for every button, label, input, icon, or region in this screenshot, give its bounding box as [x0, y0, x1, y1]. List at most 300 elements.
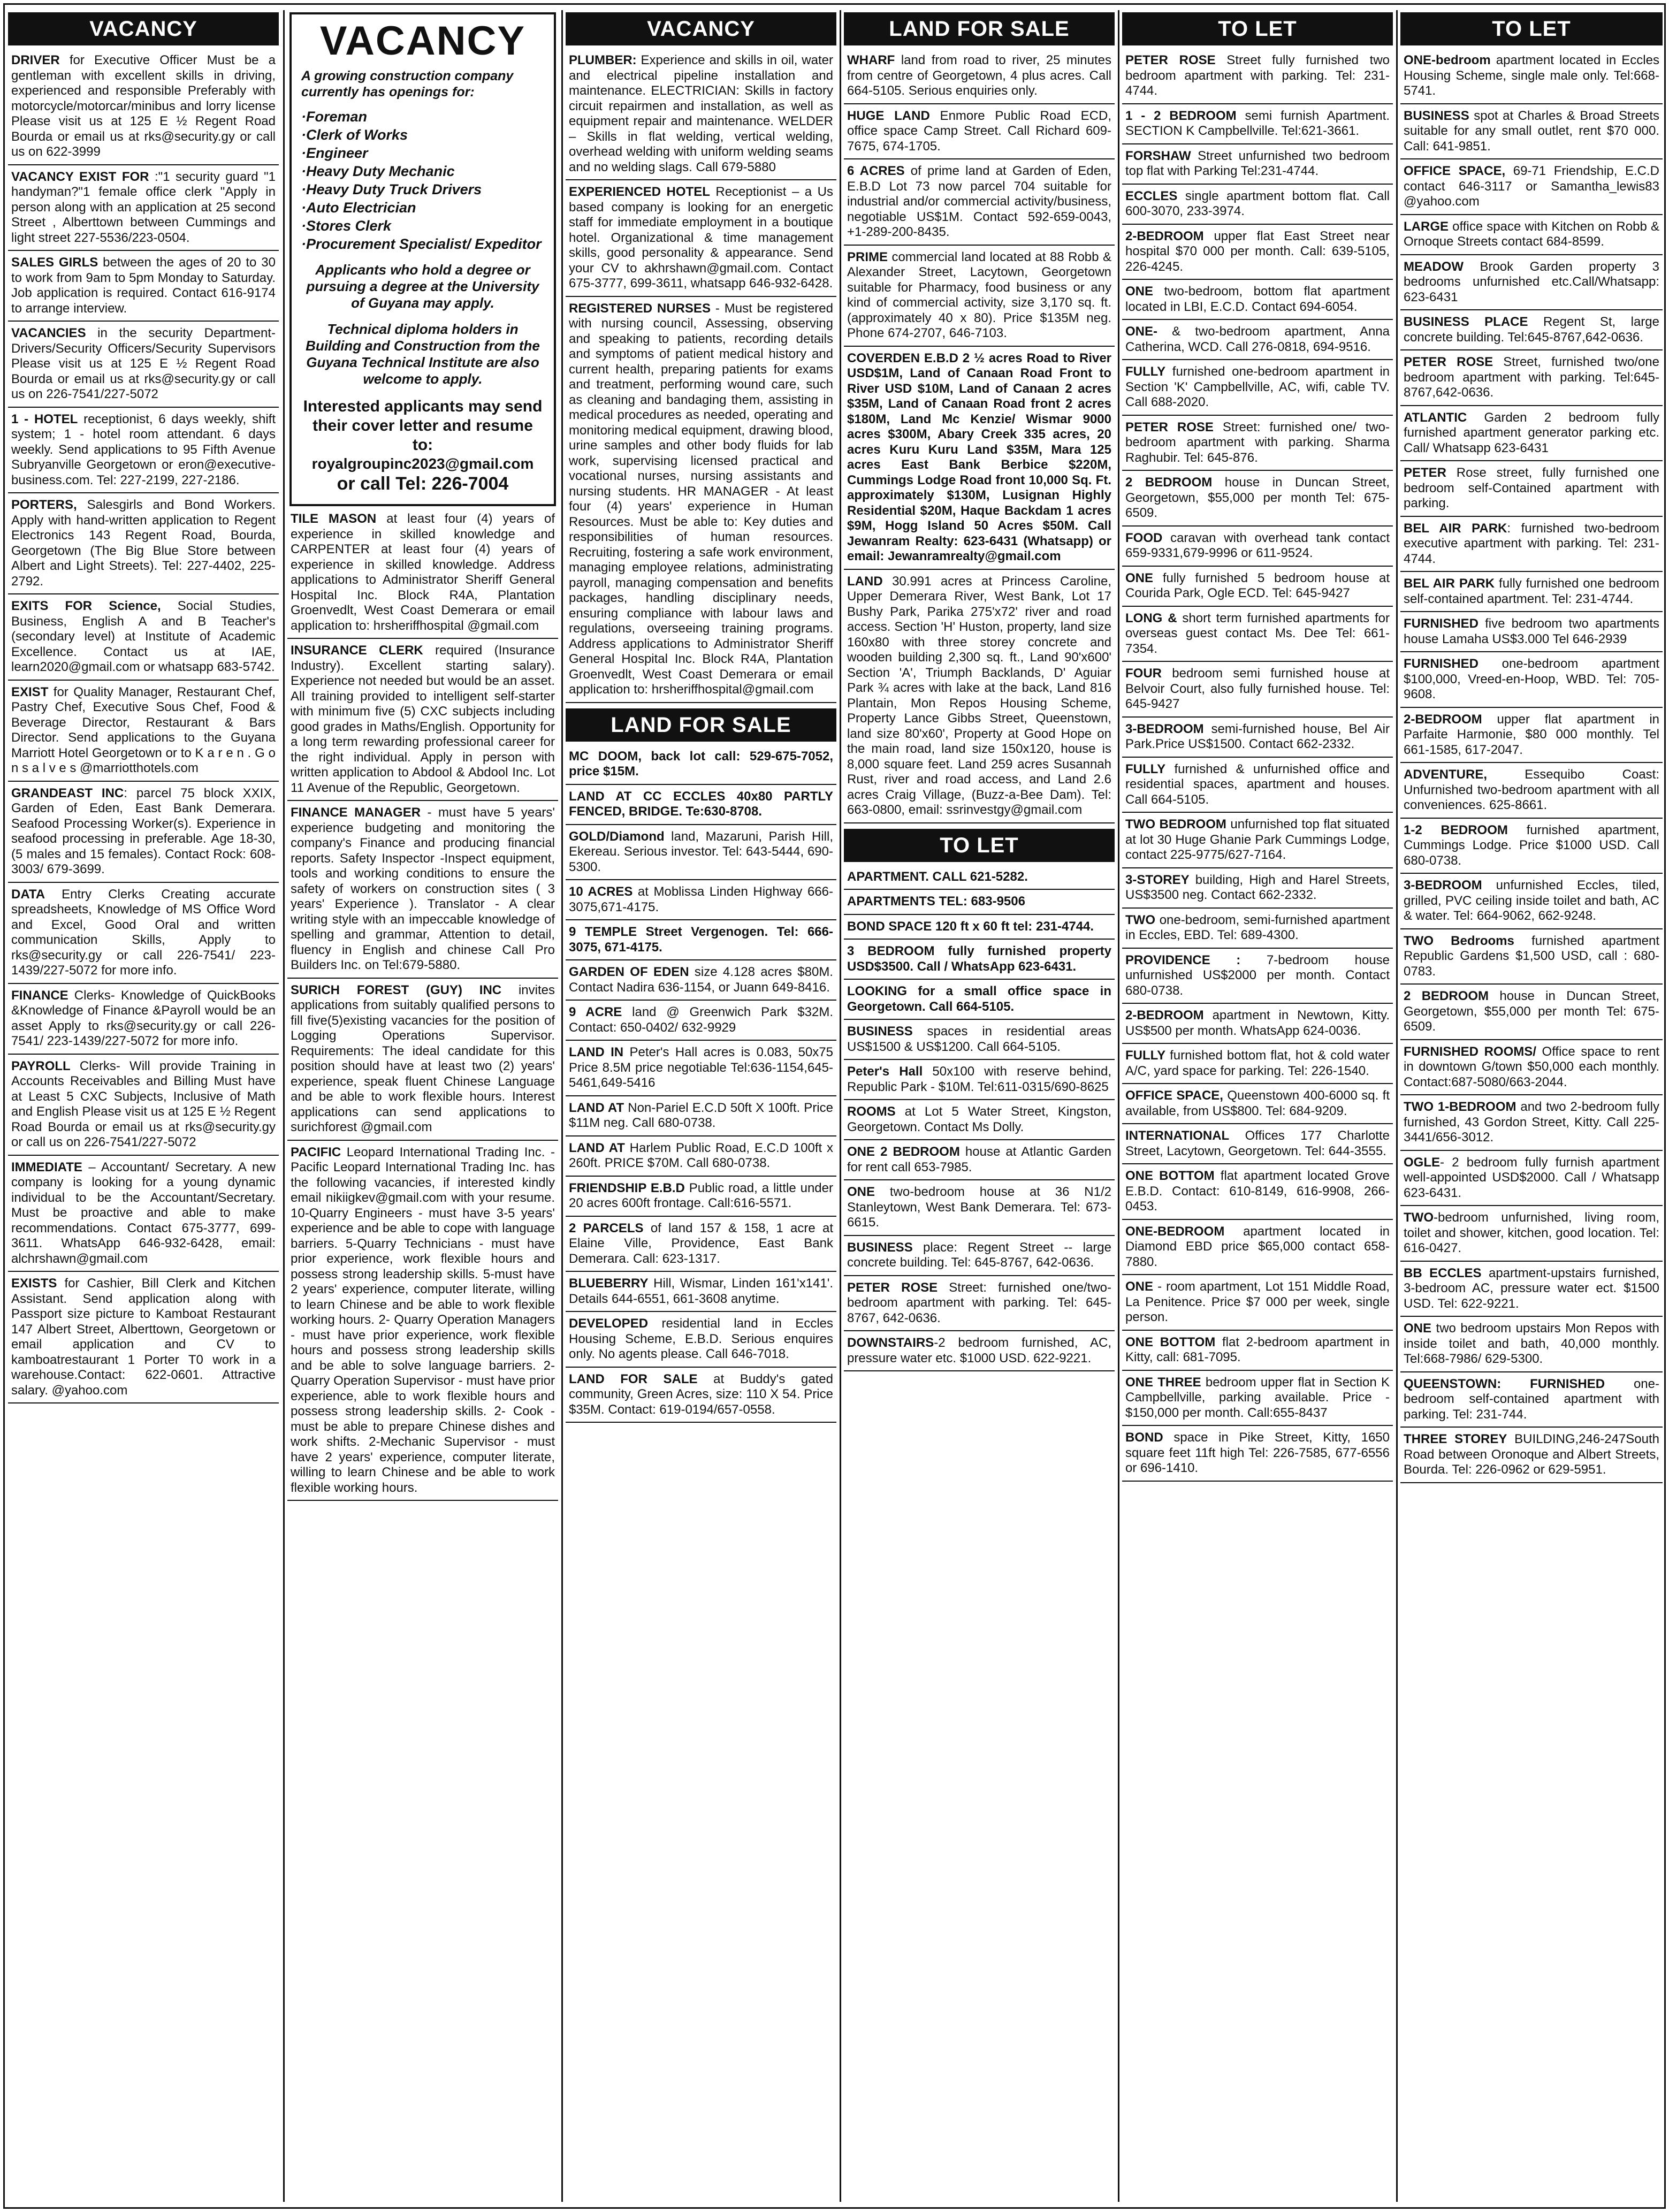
classified-ad	[1400, 616, 1663, 652]
ad-body: - must have 5 years' experience budgeting and monitoring the company's Finance and producing financial reports. Safety Inspector -Inspect equipment, tools and working conditions to ensure the safety of workers on construction sites ( 3 years' Experience ). Translator - A clear writing style with an impeccable knowledge of spelling and grammar, Attention to detail, fluency in English and chinese Call Pro Builders Inc. on Tel:679-5880.	[291, 805, 555, 972]
classified-ad	[1400, 355, 1663, 406]
ad-lead: ONE BOTTOM	[1125, 1334, 1216, 1349]
box-apply: Interested applicants may send their cover letter and resume to:	[303, 398, 543, 454]
section-header: TO LET	[1122, 12, 1393, 45]
ad-body: office space with Kitchen on Robb & Ornoque Streets contact 684-8599.	[1404, 219, 1659, 249]
classified-ad	[844, 1024, 1115, 1060]
ad-lead: BB ECCLES	[1404, 1265, 1482, 1280]
ad-body: Experience and skills in oil, water and electrical pipeline installation and maintenance. ELECTRICIAN: Skills in factory circuit repairmen and installation, as well as equipment repair and maintenance. WELDER – Skills in flat welding, vertical welding, overhead welding with uniform welding seams and no welding slags. Call 679-5880	[569, 53, 833, 174]
classified-ad	[287, 983, 558, 1141]
classified-ad	[1122, 1224, 1393, 1276]
ad-body: commercial land located at 88 Robb & Alexander Street, Lacytown, Georgetown suitable for Pharmacy, food business or any kind of commercial activity, size 3,170 sq. ft. (approximately 40 x 80). Price $135M neg. Phone 674-2707, 646-7103.	[847, 249, 1111, 340]
ad-body: two-bedroom house at 36 N1/2 Stanleytown, West Bank Demerara. Tel: 673-6615.	[847, 1185, 1111, 1230]
classified-ad	[1400, 1044, 1663, 1096]
ad-body: invites applications from suitably qualified persons to fill five(5)existing vacancies for the position of Logging Operations Supervisor. Requirements: The ideal candidate for this position should have at least two (2) years' experience, speak fluent Chinese Language and be able to work flexible hours. Interest applications can send applications to surichforest @gmail.com	[291, 982, 555, 1134]
ad-list	[1400, 53, 1663, 1483]
ad-body: furnished apartment, Cummings Lodge. Price $1000 USD. Call 680-0738.	[1404, 822, 1659, 868]
ad-lead: LAND AT CC ECCLES 40x80 PARTLY FENCED, BRIDGE. Te:630-8708.	[569, 789, 833, 819]
ad-lead: 3 BEDROOM fully furnished property USD$3500. Call / WhatsApp 623-6431.	[847, 944, 1111, 974]
ad-body: apartment in Newtown, Kitty. US$500 per month. WhatsApp 624-0036.	[1125, 1008, 1390, 1038]
ad-body: one-bedroom, semi-furnished apartment in Eccles, EBD. Tel: 689-4300.	[1125, 912, 1390, 942]
ad-body: land, Mazaruni, Parish Hill, Ekereau. Serious investor. Tel: 643-5444, 690-5300.	[569, 829, 833, 874]
classified-ad	[1122, 324, 1393, 360]
ad-lead: PAYROLL	[11, 1058, 71, 1073]
ad-lead: BUSINESS	[847, 1024, 913, 1039]
ad-lead: BEL AIR PARK	[1404, 576, 1495, 591]
classified-ad	[566, 884, 836, 920]
vacancy-box-ad	[289, 12, 556, 506]
ad-lead: ONE	[1404, 1321, 1432, 1336]
ad-body: apartment-upstairs furnished, 3-bedroom AC, pressure water ect. $1500 USD. Tel: 622-9221.	[1404, 1265, 1659, 1311]
classified-ad	[1400, 657, 1663, 708]
box-phone: or call Tel: 226-7004	[337, 474, 509, 494]
column-land	[844, 12, 1115, 2200]
role-item: ·Heavy Duty Truck Drivers	[301, 181, 482, 197]
ad-body: flat apartment located Grove E.B.D. Contact: 610-8149, 616-9908, 266-0453.	[1125, 1169, 1390, 1214]
ad-body: – Accountant/ Secretary. A new company is looking for a young dynamic individual to be the Accountant/Secretary. Must be proactive and able to make recommendations. Contact 675-3777, 699-3611. WhatsApp 646-932-6428, email: alchrshawn@gmail.com	[11, 1160, 276, 1266]
column-divider	[1396, 10, 1398, 2202]
role-item: ·Clerk of Works	[301, 127, 408, 143]
column-to-let-2	[1400, 12, 1663, 2200]
ad-lead: DRIVER	[11, 53, 60, 67]
ad-body: - room apartment, Lot 151 Middle Road, La Penitence. Price $7 000 per week, single person.	[1125, 1279, 1390, 1324]
ad-lead: PROVIDENCE :	[1125, 952, 1241, 967]
ad-body: 7-bedroom house unfurnished US$2000 per month. Contact 680-0738.	[1125, 952, 1390, 998]
ad-lead: SURICH FOREST (GUY) INC	[291, 982, 502, 997]
classified-ad	[1122, 817, 1393, 868]
ad-list	[8, 53, 279, 1404]
ad-lead: 9 ACRE	[569, 1005, 622, 1019]
ad-lead: DOWNSTAIRS	[847, 1336, 934, 1350]
ad-lead: PETER ROSE	[1404, 355, 1493, 369]
classified-ad	[8, 326, 279, 408]
classified-ad	[1122, 1430, 1393, 1482]
classified-ad	[844, 984, 1115, 1020]
classified-ad	[1400, 410, 1663, 462]
classified-ad	[566, 965, 836, 1001]
classified-ad	[844, 1145, 1115, 1180]
classified-ad	[1122, 873, 1393, 909]
ad-body: one-bedroom self-contained apartment with parking. Tel: 231-744.	[1404, 1376, 1659, 1422]
ad-lead: FULLY	[1125, 1048, 1166, 1063]
ad-lead: QUEENSTOWN: FURNISHED	[1404, 1376, 1605, 1391]
classified-ad	[844, 869, 1115, 890]
ad-body: place: Regent Street -- large concrete building. Tel: 645-8767, 642-0636.	[847, 1240, 1111, 1270]
ad-body: Non-Pariel E.C.D 50ft X 100ft. Price $11M neg. Call 680-0738.	[569, 1100, 833, 1130]
ad-body: bedroom semi furnished house at Belvoir Court, also fully furnished house. Tel: 645-9427	[1125, 666, 1390, 711]
classified-ad	[844, 1280, 1115, 1332]
classified-ad	[1122, 364, 1393, 416]
ad-body: Regent St, large concrete building. Tel:645-8767,642-0636.	[1404, 315, 1659, 345]
ad-lead: 2-BEDROOM	[1125, 228, 1204, 243]
ad-lead: EXITS FOR Science,	[11, 599, 161, 613]
classifieds-page	[3, 3, 1666, 2209]
classified-ad	[8, 1059, 279, 1156]
ad-body: Street: furnished one/two-bedroom apartment with parking. Tel: 645-8767, 642-0636.	[847, 1280, 1111, 1325]
ad-lead: EXIST	[11, 684, 49, 699]
classified-ad	[1122, 109, 1393, 144]
column-divider	[1118, 10, 1119, 2202]
classified-ad	[844, 894, 1115, 915]
classified-ad	[1122, 666, 1393, 718]
classified-ad	[1400, 1100, 1663, 1151]
ad-lead: OGLE	[1404, 1155, 1441, 1170]
classified-ad	[1122, 913, 1393, 949]
ad-lead: BOND	[1125, 1430, 1163, 1445]
ad-lead: FINANCE	[11, 988, 68, 1003]
classified-ad	[1122, 722, 1393, 758]
ad-lead: ONE-BEDROOM	[1125, 1224, 1225, 1239]
ad-body: in the security Department- Drivers/Security Officers/Security Supervisors Please visit us at 125 E ½ Regent Road Bourda or email us at rks@security.gy or call us on 226-7541/227-5072	[11, 326, 276, 401]
classified-ad	[1122, 284, 1393, 320]
ad-body: Garden 2 bedroom fully furnished apartment generator parking etc. Call/ Whatsapp 623-6431	[1404, 410, 1659, 455]
classified-ad	[844, 1104, 1115, 1140]
ad-lead: FRIENDSHIP E.B.D	[569, 1180, 685, 1195]
classified-ad	[1122, 1048, 1393, 1084]
classified-ad	[1400, 521, 1663, 573]
ad-body: BUILDING,246-247South Road between Oronoque and Albert Streets, Bourda. Tel: 226-0962 or 629-5951.	[1404, 1432, 1659, 1477]
ad-lead: 1-2 BEDROOM	[1404, 822, 1508, 837]
ad-body: between the ages of 20 to 30 to work from 9am to 5pm Monday to Saturday. Job application is required. Contact 616-9174 to arrange interview.	[11, 255, 276, 316]
ad-lead: FURNISHED	[1404, 657, 1479, 671]
ad-body: : furnished two-bedroom executive apartment with parking. Tel: 231-4744.	[1404, 521, 1659, 566]
section-header: LAND FOR SALE	[844, 12, 1115, 45]
ad-body: unfurnished Eccles, tiled, grilled, PVC ceiling inside toilet and bath, AC & water. Tel: 664-9062, 662-9248.	[1404, 878, 1659, 923]
ad-lead: LAND FOR SALE	[569, 1371, 698, 1386]
classified-ad	[1400, 109, 1663, 160]
ad-lead: GRANDEAST INC	[11, 785, 124, 800]
ad-body: building, High and Harel Streets, US$3500 neg. Contact 662-2332.	[1125, 872, 1390, 902]
classified-ad	[844, 919, 1115, 940]
role-item: ·Engineer	[301, 145, 368, 161]
ad-body: apartment located in Diamond EBD price $65,000 contact 658-7880.	[1125, 1224, 1390, 1269]
ad-body: upper flat apartment in Parfaite Harmonie, $80 000 monthly. Tel 661-1585, 617-2047.	[1404, 712, 1659, 757]
box-email: royalgroupinc2023@gmail.com	[311, 455, 534, 472]
ad-lead: TWO 1-BEDROOM	[1404, 1100, 1516, 1114]
ad-lead: 2-BEDROOM	[1125, 1008, 1204, 1023]
classified-ad	[1122, 571, 1393, 607]
ad-lead: PETER ROSE	[1125, 53, 1216, 67]
classified-ad	[287, 1145, 558, 1501]
column-vacancy-1	[8, 12, 279, 2200]
classified-ad	[8, 412, 279, 494]
section-header: TO LET	[844, 829, 1115, 862]
classified-ad	[844, 1336, 1115, 1371]
ad-body: residential land in Eccles Housing Scheme, E.B.D. Serious enquires only. No agents please. Call 646-7018.	[569, 1316, 833, 1361]
ad-lead: PLUMBER:	[569, 53, 637, 67]
classified-ad	[566, 1221, 836, 1272]
classified-ad	[8, 498, 279, 594]
classified-ad	[8, 170, 279, 251]
ad-body: furnished one-bedroom apartment in Section 'K' Campbellville, AC, wifi, cable TV. Call 688-2020.	[1125, 364, 1390, 409]
classified-ad	[1400, 219, 1663, 255]
classified-ad	[566, 1045, 836, 1096]
classified-ad	[1400, 767, 1663, 819]
ad-lead: EXPERIENCED HOTEL	[569, 185, 710, 199]
ad-lead: BUSINESS	[1404, 108, 1469, 123]
column-divider	[840, 10, 841, 2202]
ad-lead: BOND SPACE 120 ft x 60 ft tel: 231-4744.	[847, 919, 1094, 934]
ad-body: house in Duncan Street, Georgetown, $55,000 per month Tel: 675-6509.	[1404, 989, 1659, 1034]
ad-lead: PETER ROSE	[847, 1280, 938, 1295]
ad-lead: ONE	[1125, 1279, 1154, 1294]
ad-lead: PRIME	[847, 249, 888, 264]
ad-body: : parcel 75 block XXIX, Garden of Eden, East Bank Demerara. Seafood Processing Worker(s). Experience in seafood processing in preferable. Age 18-30, (5 males and 15 females). Contact Rock: 608-3003/ 679-3699.	[11, 785, 276, 876]
classified-ad	[287, 805, 558, 979]
classified-ad	[1400, 53, 1663, 104]
ad-body: house at Atlantic Garden for rent call 653-7985.	[847, 1145, 1111, 1174]
ad-body: Clerks- Will provide Training in Accounts Receivables and Billing Must have at Least 5 CXC Subjects, Inclusive of Math and English Please visit us at 125 E ½ Regent Road Bourda or email us at rks@security.gy or call us on 226-7541/227-5072	[11, 1058, 276, 1149]
ad-lead: FULLY	[1125, 761, 1166, 776]
role-item: ·Auto Electrician	[301, 200, 416, 216]
ad-lead: FINANCE MANAGER	[291, 805, 421, 820]
ad-lead: BEL AIR PARK	[1404, 521, 1507, 536]
role-item: ·Procurement Specialist/ Expeditor	[301, 236, 542, 252]
ad-lead: 2 PARCELS	[569, 1221, 644, 1235]
ad-body: two-bedroom, bottom flat apartment located in LBI, E.C.D. Contact 694-6054.	[1125, 284, 1390, 314]
ad-lead: IMMEDIATE	[11, 1160, 82, 1174]
ad-body: required (Insurance Industry). Excellent starting salary). Experience not needed but would be an asset. All training provided to intelligent self-starter with minimum five (5) CXC subjects including good grades in Maths/English. Opportunity for a long term rewarding professional career for the right individual. Apply in person with written application to Abdool & Abdool Inc. Lot 11 Avenue of the Republic, Georgetown.	[291, 643, 555, 795]
ad-body: space in Pike Street, Kitty, 1650 square feet 11ft high Tel: 226-7585, 677-6556 or 696-1410.	[1125, 1430, 1390, 1475]
ad-body: Street, furnished two/one bedroom apartment with parking. Tel:645-8767,642-0636.	[1404, 355, 1659, 400]
ad-body: Social Studies, Business, English A and B Teacher's (secondary level) at Institute of Academic Excellence. Contact us at IAE, learn2020@gmail.com or whatsapp 683-5742.	[11, 599, 276, 674]
ad-body: furnished apartment Republic Gardens $1,500 USD, call : 680-0783.	[1404, 933, 1660, 979]
classified-ad	[1400, 260, 1663, 311]
ad-body: and two 2-bedroom fully furnished, 43 Gordon Street, Kitty. Call 225- 3441/656-3012.	[1404, 1100, 1659, 1145]
ad-body: apartment located in Eccles Housing Scheme, single male only. Tel:668-5741.	[1404, 53, 1659, 98]
classified-ad	[1122, 475, 1393, 527]
ad-lead: LAND IN	[569, 1045, 624, 1059]
classified-ad	[8, 599, 279, 681]
ad-body: fully furnished one bedroom self-contained apartment. Tel: 231-4744.	[1404, 576, 1659, 606]
classified-ad	[1400, 934, 1663, 985]
classified-ad	[1122, 1169, 1393, 1220]
classified-ad	[566, 829, 836, 881]
classified-ad	[566, 185, 836, 297]
ad-lead: PACIFIC	[291, 1145, 341, 1160]
ad-lead: LARGE	[1404, 219, 1449, 234]
column-vacancy-3	[566, 12, 836, 2200]
classified-ad	[1122, 953, 1393, 1004]
ad-lead: LAND AT	[569, 1100, 624, 1115]
ad-body: Harlem Public Road, E.C.D 100ft x 260ft. PRICE $70M. Call 680-0738.	[569, 1140, 833, 1170]
ad-body: Offices 177 Charlotte Street, Lacytown, Georgetown. Tel: 644-3555.	[1125, 1128, 1390, 1158]
ad-body: 50x100 with reserve behind, Republic Park - $10M. Tel:611-0315/690-8625	[847, 1064, 1111, 1094]
ad-body: - Must be registered with nursing council, Assessing, observing and speaking to patients, recording details and symptoms of patient medical history and current health, preparing patients for exams and treatment, performing wound care, such as cleaning and bandaging them, assisting in medical procedures as needed, operating and monitoring medical equipment, drawing blood, urine samples and other body fluids for lab work, supervising licensed practical and vocational nurses, nursing assistants and nursing students. HR MANAGER - At least four (4) years' experience in Human Resources. Must be able to: Key duties and responsibilities of human resources. Recruiting, fostering a safe work environment, managing employee relations, administrating payroll, managing compensation and benefits packages, handling disciplinary needs, ensuring compliance with labour laws and regulations, overseeing training programs. Address applications to Administrator Sheriff General Hospital Inc. Block R4A, Plantation Groenvedlt, West Coast Demerara or email application to: hrsheriffhospital@gmail.com	[569, 301, 833, 697]
ad-lead: VACANCY EXIST FOR	[11, 169, 149, 184]
ad-body: Peter's Hall acres is 0.083, 50x75 Price 8.5M price negotiable Tel:636-1154,645-5461,649-5416	[569, 1045, 833, 1090]
classified-ad	[566, 1141, 836, 1177]
ad-body: 30.991 acres at Princess Caroline, Upper Demerara River, West Bank, Lot 17 Bushy Park, Parika 275'x72' river and road access. Section 'H' Huston, property, land size 160x80 with three storey concrete and wooden building 2,300 sq. ft., Land 90'x600' Section 'A', Triumph Backlands, D' Aguiar Park ¾ acres with lake at the back, Land 816 Plantain, Mon Repos Housing Scheme, Property Lance Gibbs Street, Queenstown, land size 80'x60', Property at Good Hope on the main road, land size 150x120, house is 8,000 square feet. Land 259 acres Susannah Rust, river and road access, and Land 2.6 acres Craig Village, (Buzz-a-Bee Dam). Tel: 663-0800, email: ssrinvestgy@gmail.com	[847, 574, 1111, 817]
classified-ad	[8, 786, 279, 883]
ad-body: Rose street, fully furnished one bedroom self-Contained apartment with parking.	[1404, 466, 1659, 510]
ad-lead: GARDEN OF EDEN	[569, 965, 689, 979]
classified-ad	[1400, 989, 1663, 1040]
ad-lead: TWO Bedrooms	[1404, 933, 1514, 948]
ad-body: semi furnish Apartment. SECTION K Campbellville. Tel:621-3661.	[1125, 108, 1390, 138]
ad-body: Essequibo Coast: Unfurnished two-bedroom apartment with all conveniences. 625-8661.	[1404, 767, 1659, 812]
ad-lead: FOOD	[1125, 530, 1163, 545]
ad-body: five bedroom two apartments house Lamaha US$3.000 Tel 646-2939	[1404, 616, 1659, 646]
column-vacancy-2	[287, 12, 558, 2200]
ad-body: at least four (4) years of experience in skilled knowledge and CARPENTER at least four (4) years of experience in skilled knowledge. Address applications to Administrator Sheriff General Hospital Inc. Block R4A, Plantation Groenvedlt, West Coast Demerara or email application to: hrsheriffhospital @gmail.com	[291, 512, 555, 633]
ad-lead: ONE-	[1125, 324, 1157, 339]
ad-lead: COVERDEN E.B.D 2 ½ acres Road to River USD$1M, Land of Canaan Road Front to River USD $10M, Land of Canaan 2 acres $35M, Land of Canaan Road front 2 acres $180M, Land Mc Kenzie/ Wismar 9000 acres $300M, Abary Creek 335 acres, 20 acres Kuru Kuru Land $35M, Mara 125 acres East Bank Berbice $220M, Cummings Lodge Road front 10,000 Sq. Ft. approximately $130M, Lusignan Highly Residential $20M, Haque Backdam 1 acres $9M, Hogg Island 50 Acres $50M. Call Jewanram Realty: 623-6431 (Whatsapp) or email: Jewanramrealty@gmail.com	[847, 350, 1111, 563]
ad-lead: 9 TEMPLE Street Vergenogen. Tel: 666-3075, 671-4175.	[569, 925, 833, 955]
ad-body: semi-furnished house, Bel Air Park.Price US$1500. Contact 662-2332.	[1125, 721, 1390, 751]
classified-ad	[287, 643, 558, 801]
classified-ad	[1400, 1321, 1663, 1372]
ad-lead: OFFICE SPACE,	[1404, 164, 1506, 178]
ad-lead: APARTMENTS TEL: 683-9506	[847, 894, 1025, 909]
ad-body: upper flat East Street near hospital $70 000 per month. Call: 639-5105, 226-4245.	[1125, 228, 1390, 274]
classified-ad	[1122, 53, 1393, 104]
classified-ad	[287, 512, 558, 639]
ad-lead: ONE THREE	[1125, 1375, 1201, 1390]
classified-ad	[1122, 229, 1393, 280]
classified-ad	[1400, 1210, 1663, 1262]
ad-body: Receptionist – a Us based company is looking for an energetic staff for immediate employment in a boutique hotel. Organizational & time management skills, good personality & appearance. Send your CV to akhrshawn@gmail.com. Contact 675-3777, 699-3611, whatsapp 646-932-6428.	[569, 185, 833, 291]
ad-lead: DEVELOPED	[569, 1316, 649, 1331]
ad-lead: PETER	[1404, 466, 1447, 480]
ad-lead: Peter's Hall	[847, 1064, 923, 1079]
classified-ad	[566, 925, 836, 960]
ad-lead: 10 ACRES	[569, 884, 633, 899]
ad-lead: TWO	[1125, 912, 1155, 927]
ad-body: Brook Garden property 3 bedrooms unfurnished etc.Call/Whatsapp: 623-6431	[1404, 259, 1659, 304]
ad-lead: ADVENTURE,	[1404, 767, 1488, 782]
classified-ad	[1122, 420, 1393, 471]
classified-ad	[1400, 576, 1663, 612]
box-title: VACANCY	[319, 18, 526, 64]
classified-ad	[566, 301, 836, 703]
classified-ad	[844, 250, 1115, 347]
ad-lead: PORTERS,	[11, 498, 77, 512]
ad-body: flat 2-bedroom apartment in Kitty, call: 681-7095.	[1125, 1334, 1390, 1364]
ad-lead: VACANCIES	[11, 326, 86, 340]
ad-lead: ONE	[1125, 284, 1154, 299]
classified-ad	[1122, 1128, 1393, 1164]
ad-body: bedroom upper flat in Section K Campbellville, parking available. Price - $150,000 per month. Call:655-8437	[1125, 1375, 1390, 1420]
classified-ad	[8, 255, 279, 322]
classified-ad	[844, 109, 1115, 160]
ad-lead: 3-STOREY	[1125, 872, 1190, 887]
ad-lead: APARTMENT. CALL 621-5282.	[847, 869, 1028, 884]
ad-lead: ONE 2 BEDROOM	[847, 1145, 960, 1159]
classified-ad	[566, 1101, 836, 1136]
classified-ad	[1400, 164, 1663, 215]
ad-lead: LAND	[847, 574, 883, 589]
ad-body: -2 bedroom furnished, AC, pressure water etc. $1000 USD. 622-9221.	[847, 1336, 1111, 1366]
ad-lead: FORSHAW	[1125, 148, 1191, 163]
ad-lead: INTERNATIONAL	[1125, 1128, 1230, 1143]
classified-ad	[566, 1181, 836, 1217]
ad-body: caravan with overhead tank contact 659-9331,679-9996 or 611-9524.	[1125, 530, 1390, 560]
ad-body: Clerks- Knowledge of QuickBooks &Knowledge of Finance &Payroll would be an asset Apply to rks@security.gy or call 226-7541/ 223-1439/227-5072 for more info.	[11, 988, 276, 1048]
ad-lead: 2 BEDROOM	[1125, 475, 1213, 490]
ad-lead: LONG &	[1125, 611, 1177, 626]
classified-ad	[566, 1372, 836, 1423]
classified-ad	[1400, 823, 1663, 874]
classified-ad	[1400, 1266, 1663, 1317]
classified-ad	[566, 789, 836, 825]
ad-list	[844, 53, 1115, 823]
ad-body: spot at Charles & Broad Streets suitable for any small outlet, rent $70 000. Call: 641-9851.	[1404, 108, 1659, 154]
ad-lead: HUGE LAND	[847, 108, 930, 123]
ad-body: short term furnished apartments for overseas guest contact Ms. Dee Tel: 661-7354.	[1125, 611, 1390, 656]
ad-lead: FURNISHED	[1404, 616, 1479, 631]
box-paragraph: Technical diploma holders in Building and Construction from the Guyana Technical Institute are also welcome to apply.	[306, 321, 540, 387]
ad-body: & two-bedroom apartment, Anna Catherina, WCD. Call 276-0818, 694-9516.	[1125, 324, 1390, 354]
ad-lead: 2 BEDROOM	[1404, 989, 1489, 1003]
ad-lead: REGISTERED NURSES	[569, 301, 711, 316]
ad-lead: FULLY	[1125, 364, 1166, 379]
classified-ad	[1122, 1008, 1393, 1044]
classified-ad	[566, 1005, 836, 1041]
classified-ad	[566, 53, 836, 180]
ad-lead: ONE-bedroom	[1404, 53, 1491, 67]
classified-ad	[1122, 1088, 1393, 1124]
column-divider	[283, 10, 285, 2202]
ad-lead: GOLD/Diamond	[569, 829, 665, 844]
classified-ad	[8, 887, 279, 984]
classified-ad	[844, 1064, 1115, 1100]
ad-body: :"1 security guard "1 handyman?"1 female office clerk "Apply in person along with an application at 25 second Street , Alberttown between Cummings and light street 227-5536/223-0504.	[11, 169, 276, 245]
ad-lead: TILE MASON	[291, 512, 377, 526]
ad-lead: ATLANTIC	[1404, 410, 1467, 425]
ad-body: for Cashier, Bill Clerk and Kitchen Assistant. Send application along with Passport size picture to Kamboat Restaurant 147 Albert Street, Alberttown, Georgetown or email application and CV to kamboatrestaurant 1 Porter T0 work in a warehouse.Contact: 622-0601. Attractive salary. @yahoo.com	[11, 1276, 276, 1398]
ad-lead: 3-BEDROOM	[1125, 721, 1204, 736]
ad-lead: ONE	[1125, 570, 1154, 585]
ad-body: size 4.128 acres $80M. Contact Nadira 636-1154, or Juann 649-8416.	[569, 965, 833, 995]
ad-body: single apartment bottom flat. Call 600-3070, 233-3974.	[1125, 188, 1390, 218]
classified-ad	[566, 749, 836, 785]
ad-lead: 2-BEDROOM	[1404, 712, 1482, 727]
classified-ad	[566, 1316, 836, 1368]
classified-ad	[1400, 712, 1663, 764]
ad-body: Enmore Public Road ECD, office space Camp Street. Call Richard 609-7675, 674-1705.	[847, 108, 1111, 154]
role-list	[301, 108, 544, 253]
ad-list	[1122, 53, 1393, 1482]
ad-body: at Moblissa Linden Highway 666-3075,671-4175.	[569, 884, 834, 914]
ad-lead: WHARF	[847, 53, 895, 67]
column-to-let-1	[1122, 12, 1393, 2200]
ad-lead: OFFICE SPACE,	[1125, 1088, 1223, 1103]
ad-body: of prime land at Garden of Eden, E.B.D Lot 73 now parcel 704 suitable for industrial and/or commercial activity/business, negotiable US$1M. Contact 592-659-0043, +1-289-200-8435.	[847, 164, 1111, 239]
ad-body: at Buddy's gated community, Green Acres, size: 110 X 54. Price $35M. Contact: 619-0194/657-0558.	[569, 1371, 833, 1417]
classified-ad	[8, 685, 279, 782]
ad-body: two bedroom upstairs Mon Repos with inside toilet and bath, 40,000 monthly. Tel:668-7986/ 629-5300.	[1404, 1321, 1659, 1366]
ad-body: -bedroom unfurnished, living room, toilet and shower, kitchen, good location. Tel: 616-0427.	[1404, 1210, 1659, 1255]
classified-ad	[1122, 189, 1393, 225]
ad-lead: 3-BEDROOM	[1404, 878, 1482, 893]
ad-list	[287, 512, 558, 1501]
ad-lead: 6 ACRES	[847, 164, 905, 178]
ad-body: at Lot 5 Water Street, Kingston, Georgetown. Contact Ms Dolly.	[847, 1104, 1111, 1134]
classified-ad	[1400, 878, 1663, 929]
box-paragraph: Applicants who hold a degree or pursuing a degree at the University of Guyana may apply.	[306, 262, 539, 311]
ad-body: fully furnished 5 bedroom house at Courida Park, Ogle ECD. Tel: 645-9427	[1125, 570, 1390, 600]
ad-lead: FOUR	[1125, 666, 1162, 681]
classified-ad	[844, 164, 1115, 246]
ad-lead: ECCLES	[1125, 188, 1178, 203]
ad-lead: EXISTS	[11, 1276, 57, 1291]
classified-ad	[1400, 466, 1663, 517]
ad-lead: THREE STOREY	[1404, 1432, 1507, 1446]
ad-lead: BUSINESS PLACE	[1404, 315, 1528, 329]
ad-body: unfurnished top flat situated at lot 30 Huge Ghanie Park Cummings Lodge, contact 225-9775/627-7164.	[1125, 817, 1390, 862]
classified-ad	[8, 1276, 279, 1404]
